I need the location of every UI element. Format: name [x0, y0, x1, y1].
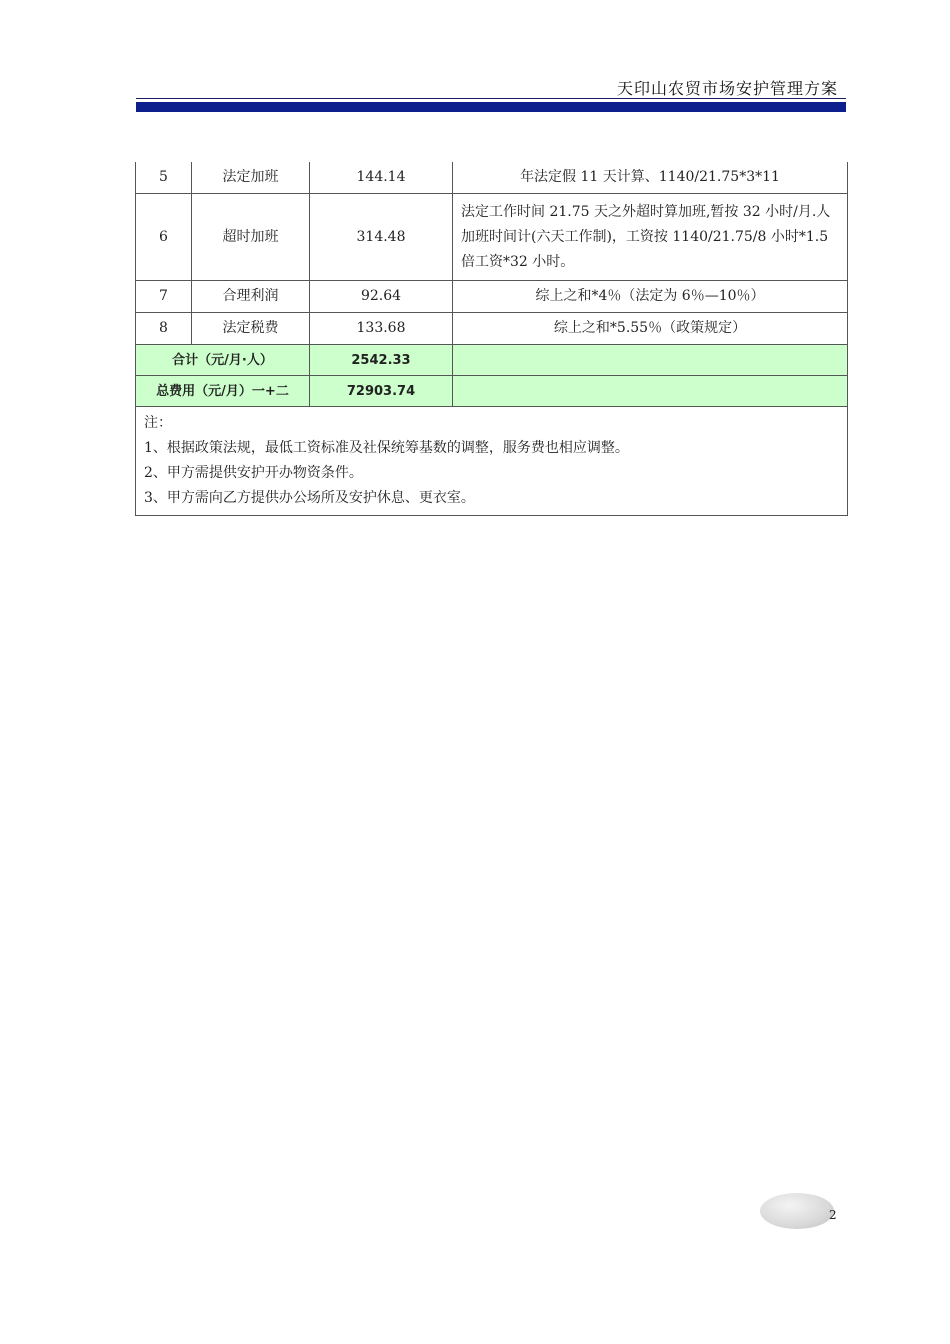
note-item: 2、甲方需提供安护开办物资条件。	[144, 465, 363, 481]
row-item: 法定加班	[192, 162, 310, 194]
row-description: 综上之和*4％（法定为 6％—10％）	[453, 281, 848, 313]
note-item: 3、甲方需向乙方提供办公场所及安护休息、更衣室。	[144, 490, 475, 506]
page-number-oval	[760, 1193, 834, 1229]
notes-heading: 注：	[144, 415, 172, 431]
row-amount: 133.68	[310, 313, 453, 345]
total-label: 总费用（元/月）一+二	[136, 376, 310, 407]
subtotal-label: 合计（元/月·人）	[136, 345, 310, 376]
notes-row	[136, 407, 848, 516]
table-row	[136, 281, 848, 313]
header-rule-thick	[136, 102, 846, 112]
row-description: 年法定假 11 天计算、1140/21.75*3*11	[453, 162, 848, 194]
notes-cell	[136, 407, 848, 516]
row-number: 7	[136, 281, 192, 313]
subtotal-row	[136, 345, 848, 376]
row-amount: 92.64	[310, 281, 453, 313]
table-row	[136, 162, 848, 194]
total-value: 72903.74	[310, 376, 453, 407]
cost-table	[135, 162, 848, 516]
row-amount: 314.48	[310, 194, 453, 281]
row-amount: 144.14	[310, 162, 453, 194]
subtotal-value: 2542.33	[310, 345, 453, 376]
total-row	[136, 376, 848, 407]
note-item: 1、根据政策法规，最低工资标准及社保统筹基数的调整，服务费也相应调整。	[144, 440, 629, 456]
row-number: 6	[136, 194, 192, 281]
page-number: 2	[829, 1208, 837, 1222]
table-row	[136, 194, 848, 281]
total-empty-cell	[453, 376, 848, 407]
subtotal-empty-cell	[453, 345, 848, 376]
row-number: 8	[136, 313, 192, 345]
table-row	[136, 313, 848, 345]
row-number: 5	[136, 162, 192, 194]
document-header-title: 天印山农贸市场安护管理方案	[616, 79, 838, 98]
row-item: 法定税费	[192, 313, 310, 345]
row-item: 超时加班	[192, 194, 310, 281]
row-description: 综上之和*5.55％（政策规定）	[453, 313, 848, 345]
row-description: 法定工作时间 21.75 天之外超时算加班,暂按 32 小时/月.人加班时间计(六天工作制)，工资按 1140/21.75/8 小时*1.5 倍工资*32 小时。	[453, 194, 848, 281]
row-item: 合理利润	[192, 281, 310, 313]
header-rule-thin	[136, 98, 846, 99]
